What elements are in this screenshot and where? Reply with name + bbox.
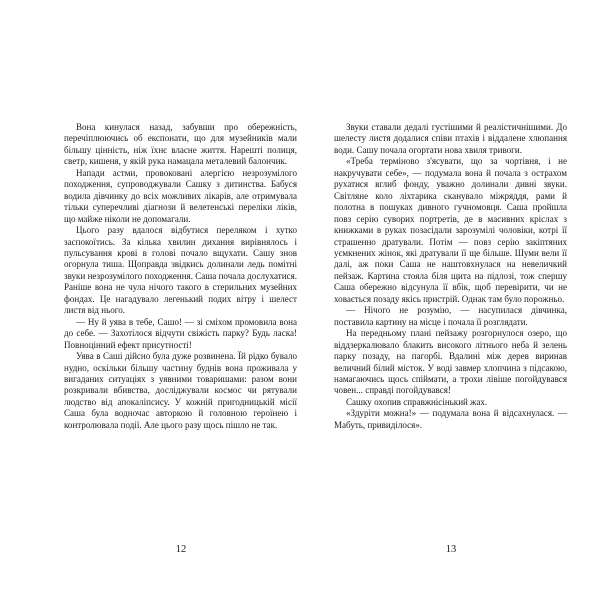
left-page-text [64,122,297,431]
paragraph: Цього разу вдалося відбутися переляком і хутко заспокоїтись. За кілька хвилин дихання вирівнялось і пульсування крові в голові почало вщухати. Сашу знов огорнула тиша. Щоправда звідкись долинали ледь помітні звуки незрозумілого походження. Саша почала дослухатися. Раніше вона не чула нічого такого в стерильних музейних фондах. Це нагадувало легенький подих вітру і шелест листя від нього. [64,225,297,316]
paragraph: Звуки ставали дедалі густішими й реалістичнішими. До шелесту листя додалися співи птахів і віддалене хлюпання води. Сашу почала огортати нова хвиля тривоги. [334,122,567,155]
paragraph: Сашку охопив справжнісінький жах. [346,396,488,407]
paragraph: «Здуріти можна!» — подумала вона й відсахнулася. — Мабуть, привиділося». [334,408,567,430]
paragraph: Вона кинулася назад, забувши про обережність, перечіплюючись об експонати, що для музейників мали більшу цінність, ніж їхнє власне життя. Нарешті полиця, светр, кишеня, у якій рука намацала металевий балончик. [64,122,297,167]
right-page-text [334,122,567,431]
paragraph: На передньому плані пейзажу розгорнулося озеро, що віддзеркалювало блакить високого літнього неба й зелень парку позаду, на пагорбі. Вдалині між дерев виринав величний білий місток. У воді завмер хлопчина з підсакою, намагаючись щось спіймати, а трохи лівіше погойдувався човен... справді погойдувався! [334,328,567,396]
paragraph: — Ну й уява в тебе, Сашо! — зі сміхом промовила вона до себе. — Захотілося відчути свіжість парку? Будь ласка! Повноцінний ефект присутності! [64,316,297,350]
paragraph: Напади астми, провоковані алергією незрозумілого походження, супроводжували Сашку з дитинства. Бабуся водила дівчинку до всіх можливих лікарів, але отримувала тільки суперечливі діагнози й велетенські переліки ліків, що майже ніколи не допомагали. [64,167,297,224]
paragraph: «Треба терміново з'ясувати, що за чортівня, і не накручувати себе», — подумала вона й почала з острахом рухатися вглиб фонду, уважно долинали дивні звуки. Світляне коло ліхтарика сканувало міжряддя, рами й полотна в пошуках дивного гучномовця. Саша пройшла повз серію суворих портретів, де в масивних кріслах з книжками в руках позасідали зарозумілі чоловіки, котрі її страшенно дратували. Потім — повз серію закіптяних уємкнених жінок, які дратували її ще більше. Шуми вели її далі, аж поки Саша не наштовхнулася на невеличкий пейзаж. Картина стояла біля щита на підлозі, тож спершу Саша обережно відсунула її вбік, щоб перевірити, чи не ховається позаду якісь пристрій. Однак там було порожньо. [334,156,567,304]
page-number: 13 [445,544,457,555]
paragraph: Уява в Саші дійсно була дуже розвинена. Їй рідко бувало нудно, оскільки більшу частину буднів вона проживала у вигаданих ситуаціях з уявними товаришами: разом вони розкривали вбивства, досліджували космос чи рятували людство від апокаліпсису. У кожній пригодницькій місії Саша була водночас авторкою й головною героїнею і контролювала події. Але цього разу щось пішло не так. [64,351,297,430]
paragraph: — Нічого не розумію, — насупилася дівчинка, поставила картину на місце і почала її розглядати. [334,305,567,327]
page-number: 12 [175,544,187,555]
